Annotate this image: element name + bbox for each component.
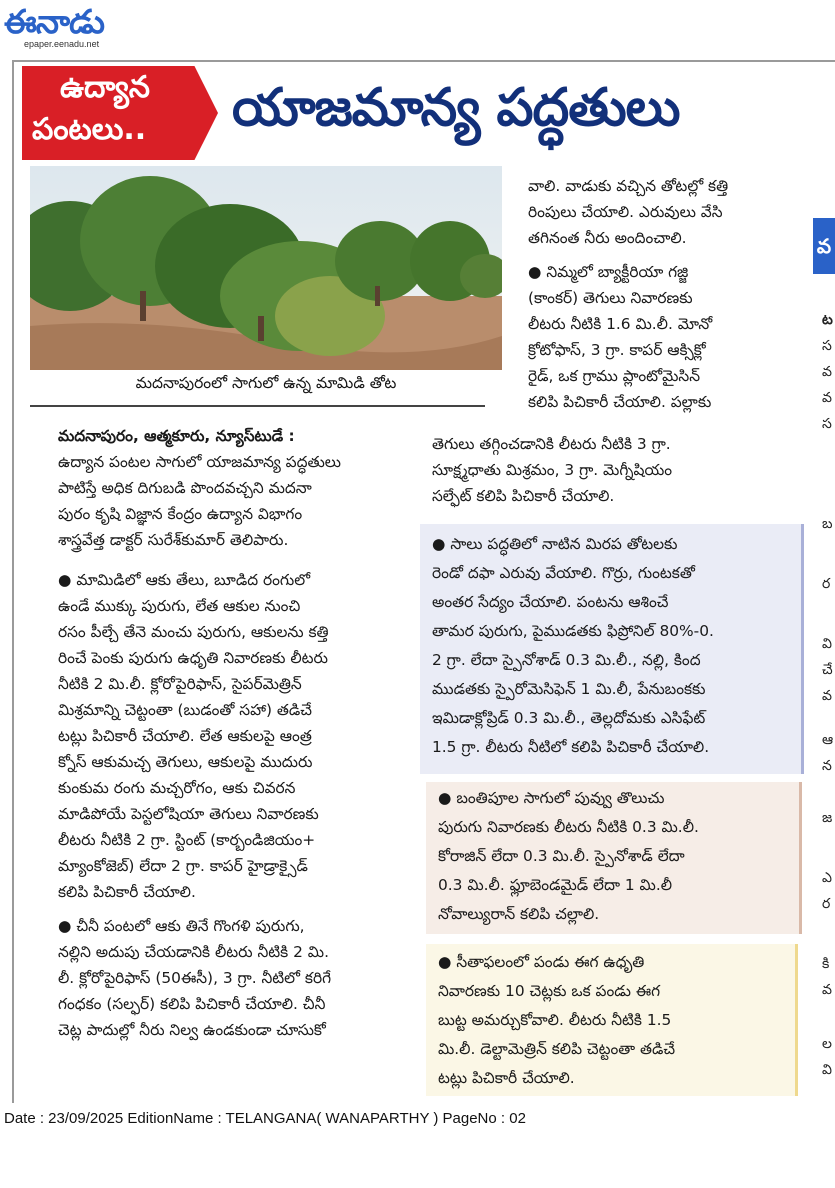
text-line: ● చీనీ పంటలో ఆకు తినే గొంగళి పురుగు, (58, 917, 305, 935)
epaper-url: epaper.eenadu.net (24, 39, 100, 49)
mango-orchard-photo (30, 166, 502, 370)
side-fragment: ట (822, 312, 833, 328)
masthead (4, 2, 144, 54)
text-line: ● సీతాఫలంలో పండు ఈగ ఉధృతి (438, 953, 645, 971)
side-fragment: ర (822, 576, 831, 592)
text-line: రింపులు చేయాలి. ఎరువులు వేసి (528, 203, 723, 221)
text-line: టట్లు పిచికారీ చేయాలి. (438, 1069, 575, 1087)
text-line: రైడ్, ఒక గ్రాము ప్లాంటోమైసిన్ (528, 367, 701, 385)
kicker-line-1: ఉద్యాన (60, 70, 150, 105)
text-line: నల్లిని అదుపు చేయడానికి లీటరు నీటికి 2 మి. (58, 943, 329, 961)
text-line: చెట్ల పాదుల్లో నీరు నిల్వ ఉండకుండా చూసుకో (58, 1021, 326, 1039)
eenadu-logo: ఈనాడు (4, 2, 104, 41)
text-line: ముడతకు స్పైరోమెసిఫెన్ 1 మి.లీ, పేనుబంకకు (432, 680, 706, 698)
text-line: నోవాల్యురాన్ కలిపి చల్లాలి. (438, 905, 600, 923)
text-line: 2 గ్రా. లేదా స్పైనోశాడ్ 0.3 మి.లీ., నల్లి, కింద (432, 651, 701, 669)
text-line: మ్యాంకోజెబ్) లేదా 2 గ్రా. కాపర్ హైడ్రాక్సైడ్ (58, 857, 308, 875)
headline: యాజమాన్య పద్ధతులు (232, 78, 680, 138)
text-line: ● బంతిపూల సాగులో పువ్వు తొలుచు (438, 789, 665, 807)
text-line: టట్లు పిచికారీ చేయాలి. లేత ఆకులపై ఆంత్ర (58, 727, 312, 745)
side-fragment: జ (822, 810, 833, 826)
chilli-tip-box (420, 524, 804, 774)
text-line: నీటికి 2 మి.లీ. క్లోరోపైరిఫాస్, సైపర్‌మెత్రిన్ (58, 675, 302, 693)
text-line: సూక్ష్మధాతు మిశ్రమం, 3 గ్రా. మెగ్నీషియం (432, 461, 673, 479)
text-line: పురం కృషి విజ్ఞాన కేంద్రం ఉద్యాన విభాగం (58, 505, 303, 523)
text-line: మిశ్రమాన్ని చెట్టంతా (బుడంతో సహా) తడిచే (58, 701, 312, 719)
side-fragment: వ (822, 688, 832, 704)
text-line: ● నిమ్మలో బ్యాక్టీరియా గజ్జి (528, 263, 689, 281)
text-line: 1.5 గ్రా. లీటరు నీటిలో కలిపి పిచికారీ చేయాలి. (432, 738, 710, 756)
side-fragment: వ (822, 364, 832, 380)
text-line: ● సాలు పద్ధతిలో నాటిన మిరప తోటలకు (432, 535, 678, 553)
text-line: బుట్ట అమర్చుకోవాలి. లీటరు నీటికి 1.5 (438, 1011, 672, 1029)
caption-divider (30, 405, 485, 407)
text-line: మాడిపోయే పెస్టలోషియా తెగులు నివారణకు (58, 805, 319, 823)
adjacent-article-tab: వ (813, 218, 835, 274)
text-line: లీటరు నీటికి 2 గ్రా. స్టింట్ (కార్బండిజియం+ (58, 831, 316, 849)
side-fragment: కి (822, 956, 830, 972)
text-line: ఇమిడాక్లోప్రిడ్ 0.3 మి.లీ., తెల్లదోమకు ఎసిఫేట్ (432, 709, 706, 727)
side-fragment: ఎ (822, 870, 832, 886)
side-fragment: వి (822, 636, 832, 652)
side-fragment: వ (822, 982, 832, 998)
text-line: నివారణకు 10 చెట్లకు ఒక పండు ఈగ (438, 982, 661, 1000)
text-line: గంధకం (సల్ఫర్) కలిపి పిచికారీ చేయాలి. చీనీ (58, 995, 326, 1013)
text-line: కోరాజిన్ లేదా 0.3 మి.లీ. స్పైనోశాడ్ లేదా (438, 847, 685, 865)
side-fragment: స (822, 338, 832, 354)
side-fragment: స (822, 416, 832, 432)
text-line: వాలి. వాడుకు వచ్చిన తోటల్లో కత్తి (528, 177, 729, 195)
side-fragment: న (822, 758, 832, 774)
text-line: లీటరు నీటికి 1.6 మి.లీ. మోనో (528, 315, 713, 333)
text-line: తెగులు తగ్గించడానికి లీటరు నీటికి 3 గ్రా. (432, 435, 671, 453)
edition-footer: Date : 23/09/2025 EditionName : TELANGANA( WANAPARTHY ) PageNo : 02 (4, 1110, 526, 1127)
text-line: పాటిస్తే అధిక దిగుబడి పొందవచ్చని మదనా (58, 479, 312, 497)
text-line: క్నోస్ ఆకుమచ్చ తెగులు, ఆకులపై ముదురు (58, 753, 313, 771)
side-fragment: ఆ (822, 732, 834, 748)
dateline: మదనాపురం, ఆత్మకూరు, న్యూస్‌టుడే : (58, 427, 295, 445)
text-line: రించే పెంకు పురుగు ఉధృతి నివారణకు లీటరు (58, 649, 328, 667)
text-line: కలిపి పిచికారీ చేయాలి. (58, 883, 196, 901)
text-line: ఉండే ముక్కు పురుగు, లేత ఆకుల నుంచి (58, 597, 301, 615)
side-fragment: చే (822, 662, 833, 678)
text-line: క్రోటోఫాస్, 3 గ్రా. కాపర్ ఆక్సిక్లో (528, 341, 706, 359)
text-line: ● మామిడిలో ఆకు తేలు, బూడిద రంగులో (58, 571, 311, 589)
kicker-line-2: పంటలు.. (32, 112, 147, 147)
text-line: లీ. క్లోరోపైరిఫాస్ (50ఈసీ), 3 గ్రా. నీటిలో కరిగే (58, 969, 332, 987)
text-line: కలిపి పిచికారీ చేయాలి. పల్లాకు (528, 393, 712, 411)
photo-caption: మదనాపురంలో సాగులో ఉన్న మామిడి తోట (135, 374, 397, 392)
text-line: రెండో దఫా ఎరువు వేయాలి. గొర్రు, గుంటకతో (432, 564, 695, 582)
text-line: తగినంత నీరు అందించాలి. (528, 229, 687, 247)
side-fragment: ల (822, 1036, 832, 1052)
text-line: పురుగు నివారణకు లీటరు నీటికి 0.3 మి.లీ. (438, 818, 699, 836)
text-line: ఉద్యాన పంటల సాగులో యాజమాన్య పద్ధతులు (58, 453, 342, 471)
adjacent-article-strip (814, 300, 835, 1100)
text-line: సల్ఫేట్ కలిపి పిచికారీ చేయాలి. (432, 487, 615, 505)
side-fragment: ర (822, 896, 831, 912)
side-fragment: వి (822, 1062, 832, 1078)
text-line: (కాంకర్) తెగులు నివారణకు (528, 289, 693, 307)
text-line: రసం పీల్చే తేనె మంచు పురుగు, ఆకులను కత్తి (58, 623, 329, 641)
text-line: తామర పురుగు, పైముడతకు ఫిప్రోనిల్ 80%-0. (432, 622, 714, 640)
text-line: మి.లీ. డెల్టామెత్రిన్ కలిపి చెట్టంతా తడిచే (438, 1040, 676, 1058)
marigold-tip-box (426, 782, 802, 934)
custard-apple-tip-box (426, 944, 798, 1096)
side-fragment: బ (822, 516, 833, 532)
side-fragment: వ (822, 390, 832, 406)
text-line: అంతర సేద్యం చేయాలి. పంటను ఆశించే (432, 593, 669, 611)
text-line: కుంకుమ రంగు మచ్చరోగం, ఆకు చివరన (58, 779, 296, 797)
text-line: 0.3 మి.లీ. ఫ్లూబెండమైడ్ లేదా 1 మి.లీ (438, 876, 673, 894)
text-line: శాస్త్రవేత్త డాక్టర్ సురేశ్‌కుమార్ తెలిపారు. (58, 531, 289, 549)
